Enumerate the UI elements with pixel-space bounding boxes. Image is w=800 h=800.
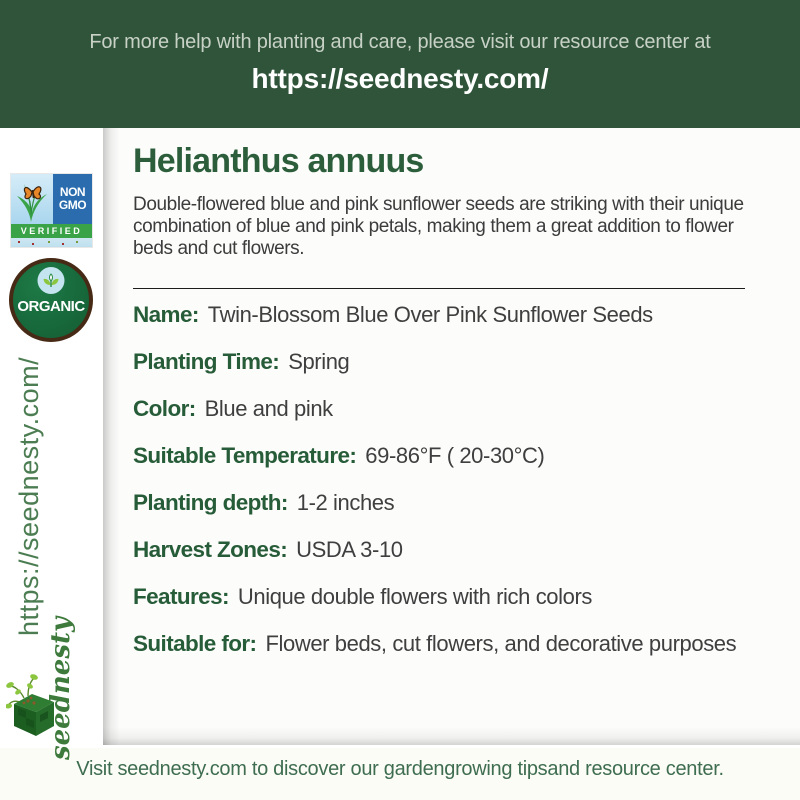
field-value: Spring <box>288 349 350 374</box>
field-value: Twin-Blossom Blue Over Pink Sunflower Seeds <box>207 302 653 327</box>
field-row-harvest-zones <box>133 535 778 565</box>
field-value: 69-86°F ( 20-30°C) <box>365 443 545 468</box>
divider <box>133 288 745 289</box>
field-row-name <box>133 300 778 330</box>
non-gmo-verified-badge <box>11 174 92 247</box>
field-row-color <box>133 394 778 424</box>
field-label: Suitable Temperature: <box>133 443 357 468</box>
field-row-planting-time <box>133 347 778 377</box>
field-label: Harvest Zones: <box>133 537 288 562</box>
field-row-planting-depth <box>133 488 778 518</box>
field-value: USDA 3-10 <box>296 537 403 562</box>
field-value: Unique double flowers with rich colors <box>237 584 592 609</box>
bottom-banner <box>0 748 800 800</box>
banner-help-text: For more help with planting and care, please visit our resource center at <box>89 31 711 53</box>
field-value: Blue and pink <box>204 396 333 421</box>
seednesty-logo <box>4 616 100 760</box>
field-label: Suitable for: <box>133 631 257 656</box>
field-row-suitable-for <box>133 629 778 659</box>
product-info-sheet <box>103 128 800 745</box>
bottom-banner-text: Visit seednesty.com to discover our gardengrowing tipsand resource center. <box>76 758 724 780</box>
sidebar-vertical-url: https://seednesty.com/ <box>14 356 44 636</box>
field-label: Features: <box>133 584 229 609</box>
non-gmo-label <box>53 174 92 224</box>
organic-label: ORGANIC <box>17 298 85 315</box>
top-banner <box>0 0 800 128</box>
organic-badge <box>9 258 93 342</box>
field-row-temperature <box>133 441 778 471</box>
sidebar <box>0 128 103 760</box>
grass-strip-icon <box>11 238 92 247</box>
butterfly-icon <box>11 174 53 224</box>
non-gmo-badge-top <box>11 174 92 224</box>
product-description: Double-flowered blue and pink sunflower seeds are striking with their unique combination of blue and pink petals, making them a great addition to flower beds and cut flowers. <box>133 194 744 259</box>
non-gmo-line1: NON <box>59 185 86 199</box>
non-gmo-line2: GMO <box>58 198 87 212</box>
verified-label: VERIFIED <box>11 224 92 238</box>
banner-url: https://seednesty.com/ <box>251 63 549 94</box>
field-label: Planting Time: <box>133 349 280 374</box>
field-label: Planting depth: <box>133 490 288 515</box>
field-label: Color: <box>133 396 196 421</box>
content-region <box>0 128 800 760</box>
sprout-icon <box>38 267 65 294</box>
spec-list <box>133 300 778 659</box>
page-title: Helianthus annuus <box>133 142 424 180</box>
field-row-features <box>133 582 778 612</box>
logo-wordmark: seednesty <box>46 616 76 760</box>
field-label: Name: <box>133 302 199 327</box>
field-value: Flower beds, cut flowers, and decorative purposes <box>265 631 737 656</box>
field-value: 1-2 inches <box>296 490 395 515</box>
